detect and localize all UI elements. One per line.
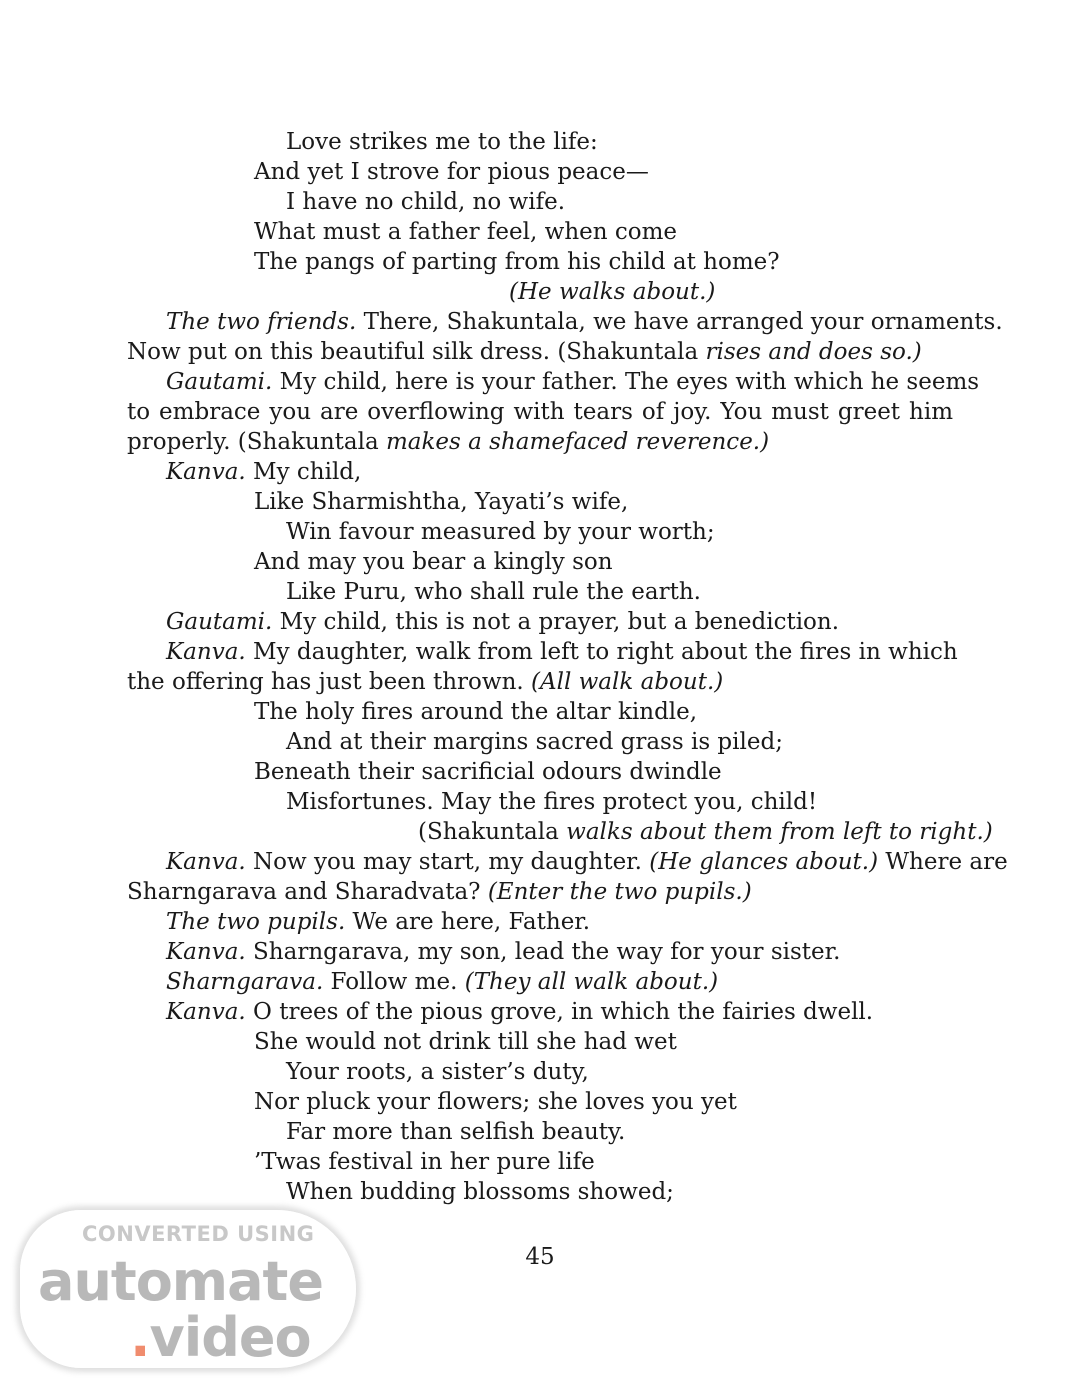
verse-line: When budding blossoms showed; bbox=[286, 1179, 674, 1205]
speaker-name: Kanva. bbox=[166, 999, 246, 1025]
verse-line: Far more than selfish beauty. bbox=[286, 1119, 626, 1145]
dialogue-line: Kanva. Now you may start, my daughter. (He glances about.) Where are bbox=[166, 849, 1008, 875]
verse-line: Your roots, a sister’s duty, bbox=[286, 1059, 589, 1085]
speaker-name: Kanva. bbox=[166, 849, 246, 875]
verse-line: Nor pluck your flowers; she loves you yet bbox=[254, 1089, 737, 1115]
stage-direction: (They all walk about.) bbox=[464, 969, 719, 995]
dialogue-line: The two friends. There, Shakuntala, we have arranged your ornaments. bbox=[166, 309, 1003, 335]
speaker-name: The two friends. bbox=[166, 309, 357, 335]
verse-line: Misfortunes. May the fires protect you, child! bbox=[286, 789, 818, 815]
watermark-word-video: .video bbox=[130, 1306, 311, 1369]
stage-direction: (He walks about.) bbox=[509, 279, 716, 305]
watermark-word-automate: automate bbox=[38, 1250, 323, 1313]
verse-line: And may you bear a kingly son bbox=[254, 549, 613, 575]
page-number: 45 bbox=[525, 1244, 555, 1270]
verse-line: What must a father feel, when come bbox=[254, 219, 678, 245]
dialogue-line: Kanva. My child, bbox=[166, 459, 362, 485]
stage-direction: (All walk about.) bbox=[531, 669, 724, 695]
speaker-name: Kanva. bbox=[166, 459, 246, 485]
watermark-caption: CONVERTED USING bbox=[82, 1222, 315, 1246]
stage-direction: (Shakuntala walks about them from left to right.) bbox=[418, 819, 993, 845]
verse-line: Like Puru, who shall rule the earth. bbox=[286, 579, 701, 605]
speaker-name: The two pupils. bbox=[166, 909, 346, 935]
dialogue-line: Gautami. My child, here is your father. The eyes with which he seems bbox=[166, 369, 980, 395]
dialogue-line: Kanva. My daughter, walk from left to right about the fires in which bbox=[166, 639, 958, 665]
stage-direction: (He glances about.) bbox=[649, 849, 879, 875]
dialogue-line: The two pupils. We are here, Father. bbox=[166, 909, 591, 935]
stage-direction: makes a shamefaced reverence.) bbox=[385, 429, 770, 455]
dialogue-line: properly. (Shakuntala makes a shamefaced reverence.) bbox=[127, 429, 770, 455]
watermark-badge bbox=[20, 1210, 356, 1368]
speaker-name: Kanva. bbox=[166, 639, 246, 665]
speaker-name: Gautami. bbox=[166, 369, 273, 395]
verse-line: Win favour measured by your worth; bbox=[286, 519, 715, 545]
dialogue-line: Sharngarava and Sharadvata? (Enter the two pupils.) bbox=[127, 879, 752, 905]
verse-line: She would not drink till she had wet bbox=[254, 1029, 677, 1055]
verse-line: And yet I strove for pious peace— bbox=[254, 159, 649, 185]
dialogue-line: Kanva. O trees of the pious grove, in which the fairies dwell. bbox=[166, 999, 874, 1025]
verse-line: The pangs of parting from his child at home? bbox=[254, 249, 780, 275]
watermark-dot: . bbox=[130, 1306, 150, 1369]
verse-line: And at their margins sacred grass is piled; bbox=[286, 729, 783, 755]
speaker-name: Gautami. bbox=[166, 609, 273, 635]
verse-line: ’Twas festival in her pure life bbox=[254, 1149, 595, 1175]
stage-direction: (Enter the two pupils.) bbox=[487, 879, 752, 905]
speaker-name: Sharngarava. bbox=[166, 969, 324, 995]
dialogue-line: Gautami. My child, this is not a prayer, but a benediction. bbox=[166, 609, 840, 635]
verse-line: I have no child, no wife. bbox=[286, 189, 566, 215]
verse-line: Beneath their sacrificial odours dwindle bbox=[254, 759, 722, 785]
dialogue-line: Kanva. Sharngarava, my son, lead the way for your sister. bbox=[166, 939, 841, 965]
stage-direction: rises and does so.) bbox=[705, 339, 922, 365]
verse-line: The holy fires around the altar kindle, bbox=[254, 699, 698, 725]
verse-line: Love strikes me to the life: bbox=[286, 129, 598, 155]
verse-line: Like Sharmishtha, Yayati’s wife, bbox=[254, 489, 629, 515]
dialogue-line: to embrace you are overflowing with tears of joy. You must greet him bbox=[127, 399, 953, 425]
speaker-name: Kanva. bbox=[166, 939, 246, 965]
dialogue-line: the offering has just been thrown. (All walk about.) bbox=[127, 669, 724, 695]
dialogue-line: Sharngarava. Follow me. (They all walk about.) bbox=[166, 969, 719, 995]
dialogue-line: Now put on this beautiful silk dress. (Shakuntala rises and does so.) bbox=[127, 339, 922, 365]
